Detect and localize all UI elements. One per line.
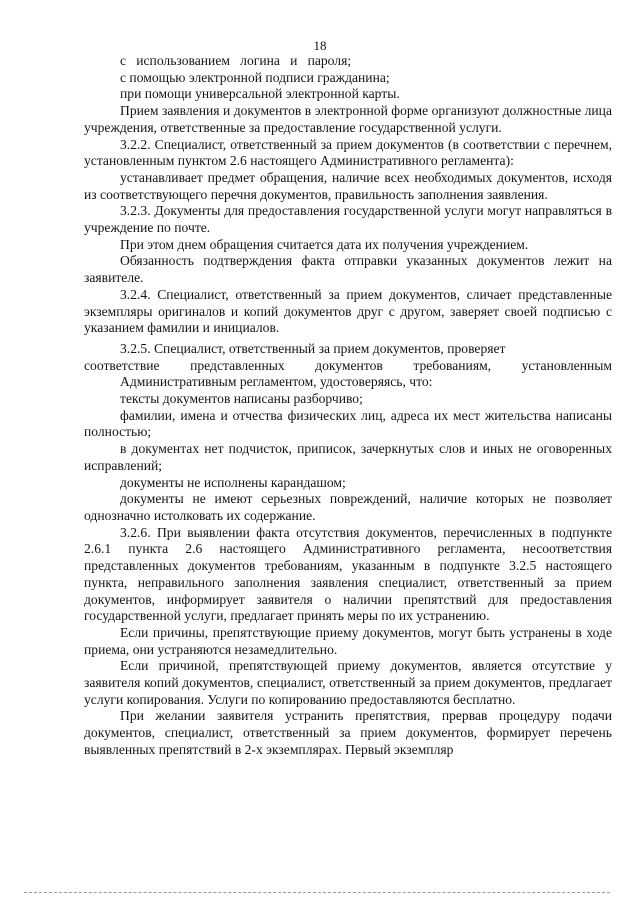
document-body xyxy=(84,53,612,759)
paragraph: Если причиной, препятствующей приему документов, является отсутствие у заявителя копий документов, специалист, ответственный за прием документов, предлагает услуги копирования. Услуги по копированию предоставляются бесплатно. xyxy=(84,658,612,707)
paragraph-3-2-6: 3.2.6. При выявлении факта отсутствия документов, перечисленных в подпункте 2.6.1 пункта 2.6 настоящего Административного регламента, несоответствия представленных документов требованиям, указанным в подпункте 3.2.5 настоящего пункта, неправильного заполнения заявления специалист, ответственный за прием документов, информирует заявителя о наличии препятствий для предоставления государственной услуги, предлагает принять меры по их устранению. xyxy=(84,524,612,624)
checklist-item: документы не имеют серьезных повреждений, наличие которых не позволяет однозначно истолковать их содержание. xyxy=(84,491,612,523)
checklist-item: документы не исполнены карандашом; xyxy=(120,474,346,490)
list-item: с использованием логина и пароля; xyxy=(120,53,352,68)
page-number: 18 xyxy=(313,38,327,53)
paragraph: Если причины, препятствующие приему документов, могут быть устранены в ходе приема, они устраняются незамедлительно. xyxy=(84,624,612,657)
paragraph-3-2-5-line-1 xyxy=(84,341,612,358)
checklist-item: тексты документов написаны разборчиво; xyxy=(120,391,363,407)
checklist-item: фамилии, имена и отчества физических лиц, адреса их мест жительства написаны полностью; xyxy=(84,407,612,440)
paragraph-3-2-5-text: 3.2.5. Специалист, ответственный за прием документов, проверяет xyxy=(120,340,506,356)
paragraph: При этом днем обращения считается дата их получения учреждением. xyxy=(120,236,529,252)
paragraph: Прием заявления и документов в электронной форме организуют должностные лица учреждения, ответственные за предоставление государственной услуги. xyxy=(84,103,612,135)
page-bottom-line xyxy=(24,892,610,893)
paragraph-3-2-5-line-2: соответствие представленных документов требованиям, установленным xyxy=(84,357,612,373)
paragraph-3-2-5-line-3: Административным регламентом, удостоверяясь, что: xyxy=(120,374,433,390)
list-item: с помощью электронной подписи гражданина; xyxy=(120,69,390,85)
list-item: при помощи универсальной электронной карты. xyxy=(120,86,400,102)
paragraph-3-2-4: 3.2.4. Специалист, ответственный за прием документов, сличает представленные экземпляры оригиналов и копий документов друг с другом, заверяет своей подписью с указанием фамилии и инициалов. xyxy=(84,286,612,336)
paragraph-3-2-3: 3.2.3. Документы для предоставления государственной услуги могут направляться в учреждение по почте. xyxy=(84,203,612,236)
paragraph-3-2-2: 3.2.2. Специалист, ответственный за прием документов (в соответствии с перечнем, установленным пунктом 2.6 настоящего Административного регламента): xyxy=(84,136,612,169)
paragraph: устанавливает предмет обращения, наличие всех необходимых документов, исходя из соответствующего перечня документов, правильность заполнения заявления. xyxy=(84,169,612,202)
paragraph: Обязанность подтверждения факта отправки указанных документов лежит на заявителе. xyxy=(84,253,612,286)
checklist-item: в документах нет подчисток, приписок, зачеркнутых слов и иных не оговоренных исправлений; xyxy=(84,441,612,473)
paragraph: При желании заявителя устранить препятствия, прервав процедуру подачи документов, специалист, ответственный за прием документов, формирует перечень выявленных препятствий в 2-х экземплярах. Первый экземпляр xyxy=(84,708,612,757)
